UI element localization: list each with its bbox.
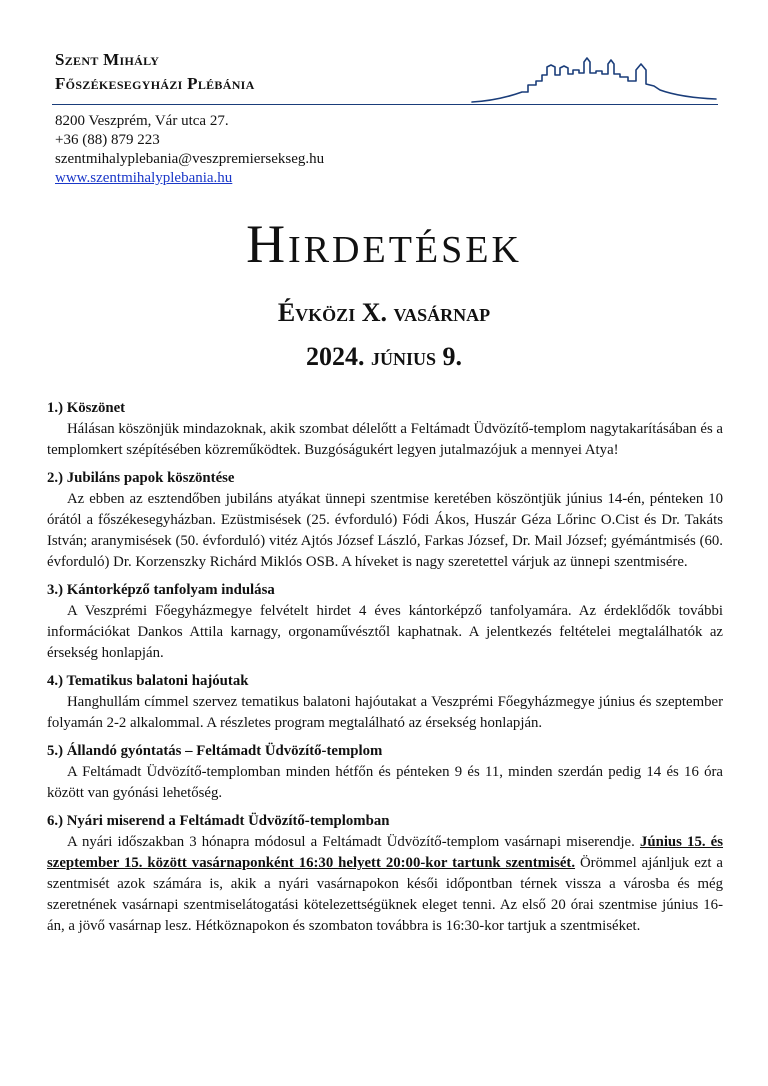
announcement-4	[47, 671, 723, 734]
parish-name	[55, 48, 255, 96]
contact-block	[55, 112, 324, 188]
announcements-list	[47, 398, 723, 944]
announcement-title: 4.) Tematikus balatoni hajóutak	[47, 673, 249, 689]
announcement-body: A Feltámadt Üdvözítő-templomban minden hétfőn és pénteken 9 és 11, minden szerdán pedig 14 és 16 óra között van gyónási lehetőség.	[47, 764, 723, 801]
liturgical-day: Évközi X. vasárnap	[277, 298, 491, 327]
header-divider	[52, 104, 718, 105]
announcement-3	[47, 580, 723, 664]
announcement-title: 1.) Köszönet	[47, 400, 126, 416]
announcement-body: A Veszprémi Főegyházmegye felvételt hirdet 4 éves kántorképző tanfolyamára. Az érdeklődők további információkat Dankos Attila karnagy, orgonaművésztől kaphatnak. A jelentkezés feltételei megtalálhatók az érsekség honlapján.	[47, 603, 723, 661]
parish-name-line-2: Főszékesegyházi Plébánia	[55, 74, 255, 93]
announcement-title: 6.) Nyári miserend a Feltámadt Üdvözítő-templomban	[47, 813, 390, 829]
announcement-body: Hanghullám címmel szervez tematikus balatoni hajóutakat a Veszprémi Főegyházmegye június és szeptember folyamán 2-2 alkalommal. A részletes program megtalálható az érsekség honlapján.	[47, 694, 723, 731]
announcement-intro: A nyári időszakban 3 hónapra módosul a Feltámadt Üdvözítő-templom vasárnapi miserendje.	[67, 834, 635, 850]
email: szentmihalyplebania@veszpremiersekseg.hu	[55, 151, 325, 167]
address: 8200 Veszprém, Vár utca 27.	[55, 113, 229, 129]
announcement-body	[47, 832, 723, 937]
announcement-body: Az ebben az esztendőben jubiláns atyákat ünnepi szentmise keretében köszöntjük június 14-én, pénteken 10 órától a főszékesegyházban. Ezüstmisések (25. évforduló) Fódi Ákos, Huszár Géza Lőrinc O.Cist és Dr. Takáts István; aranymisések (50. évforduló) vitéz Ajtós József László, Farkas József, Dr. Mail József; gyémántmisés (60. évforduló) Dr. Korzenszky Richárd Miklós OSB. A híveket is nagy szeretettel várjuk az ünnepi szentmisére.	[47, 491, 723, 570]
announcement-5	[47, 741, 723, 804]
announcement-6	[47, 811, 723, 937]
announcement-emphasis: Június 15. és szeptember 15. között vasárnaponként 16:30 helyett 20:00-kor tartunk szentmisét.	[47, 834, 724, 871]
website-link[interactable]: www.szentmihalyplebania.hu	[55, 170, 233, 186]
announcement-2	[47, 468, 723, 573]
page-title: Hirdetések	[246, 214, 522, 274]
announcement-title: 2.) Jubiláns papok köszöntése	[47, 470, 235, 486]
bulletin-date: 2024. június 9.	[305, 342, 462, 371]
announcement-title: 5.) Állandó gyóntatás – Feltámadt Üdvözítő-templom	[47, 743, 383, 759]
announcement-1	[47, 398, 723, 461]
castle-hill-silhouette-icon	[470, 50, 720, 106]
announcement-body: Hálásan köszönjük mindazoknak, akik szombat délelőtt a Feltámadt Üdvözítő-templom nagytakarításában és a templomkert szépítésében közreműködtek. Buzgóságukért legyen jutalmazójuk a mennyei Atya!	[47, 421, 723, 458]
phone: +36 (88) 879 223	[55, 132, 160, 148]
announcement-title: 3.) Kántorképző tanfolyam indulása	[47, 582, 275, 598]
announcement-rest: Örömmel ajánljuk ezt a szentmisét azok számára is, akik a nyári vasárnapokon késői időpontban térnek vissza a városba és még szeretnének vasárnapi szentmiselátogatási kötelezettségüknek eleget tenni. Az első 20 órai szentmise június 16-án, a jövő vasárnap lesz. Hétköznapokon és szombaton továbbra is 16:30-kor tartjuk a szentmiséket.	[47, 855, 724, 934]
parish-name-line-1: Szent Mihály	[55, 50, 160, 69]
